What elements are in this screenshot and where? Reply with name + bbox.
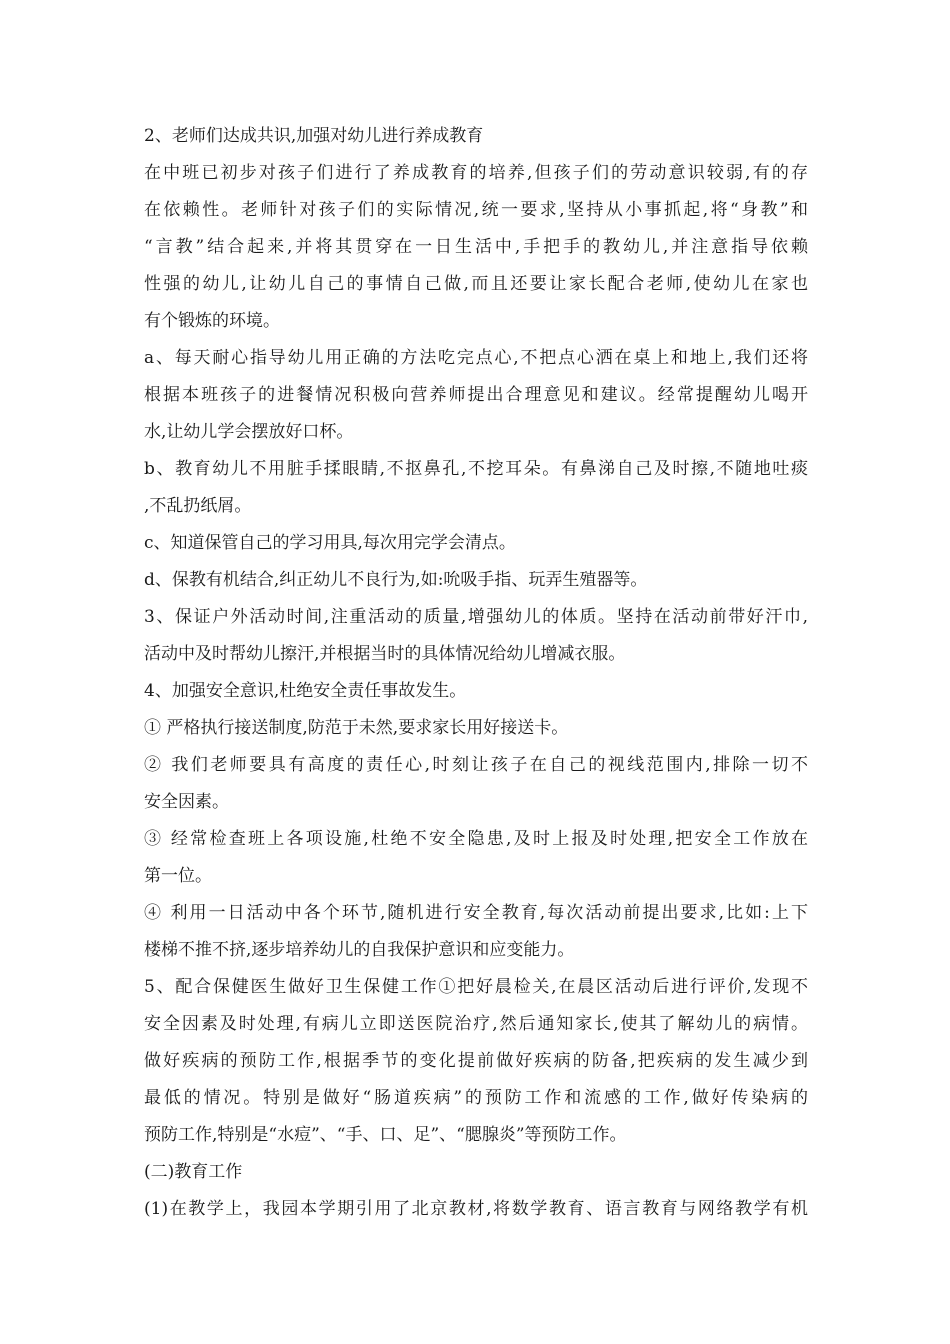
text-line: 水,让幼儿学会摆放好口杯。: [144, 422, 354, 442]
text-line: 在依赖性。老师针对孩子们的实际情况,统一要求,坚持从小事抓起,将“身教”和: [144, 200, 808, 220]
text-line: 根据本班孩子的进餐情况积极向营养师提出合理意见和建议。经常提醒幼儿喝开: [144, 385, 808, 405]
text-line: ② 我们老师要具有高度的责任心,时刻让孩子在自己的视线范围内,排除一切不: [144, 755, 808, 775]
text-line: “言教”结合起来,并将其贯穿在一日生活中,手把手的教幼儿,并注意指导依赖: [144, 237, 808, 257]
text-line: 第一位。: [144, 866, 212, 886]
text-line: ④ 利用一日活动中各个环节,随机进行安全教育,每次活动前提出要求,比如:上下: [144, 903, 808, 923]
text-line: ① 严格执行接送制度,防范于未然,要求家长用好接送卡。: [144, 718, 569, 738]
text-line: 活动中及时帮幼儿擦汗,并根据当时的具体情况给幼儿增减衣服。: [144, 644, 626, 664]
text-line: c、知道保管自己的学习用具,每次用完学会清点。: [144, 533, 516, 553]
text-line: 安全因素及时处理,有病儿立即送医院治疗,然后通知家长,使其了解幼儿的病情。: [144, 1014, 808, 1034]
text-line: 预防工作,特别是“水痘”、“手、口、足”、“腮腺炎”等预防工作。: [144, 1125, 627, 1145]
text-line: 在中班已初步对孩子们进行了养成教育的培养,但孩子们的劳动意识较弱,有的存: [144, 163, 808, 183]
text-line: 性强的幼儿,让幼儿自己的事情自己做,而且还要让家长配合老师,使幼儿在家也: [144, 274, 808, 294]
text-line: 安全因素。: [144, 792, 229, 812]
text-line: ③ 经常检查班上各项设施,杜绝不安全隐患,及时上报及时处理,把安全工作放在: [144, 829, 808, 849]
text-line: 最低的情况。特别是做好“肠道疾病”的预防工作和流感的工作,做好传染病的: [144, 1088, 808, 1108]
text-line: 4、加强安全意识,杜绝安全责任事故发生。: [144, 681, 467, 701]
text-line: 做好疾病的预防工作,根据季节的变化提前做好疾病的防备,把疾病的发生减少到: [144, 1051, 808, 1071]
text-line: 2、老师们达成共识,加强对幼儿进行养成教育: [144, 126, 484, 146]
text-line: a、每天耐心指导幼儿用正确的方法吃完点心,不把点心洒在桌上和地上,我们还将: [144, 348, 808, 368]
text-line: 有个锻炼的环境。: [144, 311, 280, 331]
text-line: 楼梯不推不挤,逐步培养幼儿的自我保护意识和应变能力。: [144, 940, 575, 960]
text-line: (1)在教学上，我园本学期引用了北京教材,将数学教育、语言教育与网络教学有机: [144, 1199, 808, 1219]
text-line: (二)教育工作: [144, 1162, 243, 1182]
document-body: [144, 118, 808, 1228]
text-line: ,不乱扔纸屑。: [144, 496, 252, 516]
text-line: 3、保证户外活动时间,注重活动的质量,增强幼儿的体质。坚持在活动前带好汗巾,: [144, 607, 808, 627]
text-line: 5、配合保健医生做好卫生保健工作①把好晨检关,在晨区活动后进行评价,发现不: [144, 977, 808, 997]
text-line: b、教育幼儿不用脏手揉眼睛,不抠鼻孔,不挖耳朵。有鼻涕自己及时擦,不随地吐痰: [144, 459, 808, 479]
text-line: d、保教有机结合,纠正幼儿不良行为,如:吮吸手指、玩弄生殖器等。: [144, 570, 648, 590]
